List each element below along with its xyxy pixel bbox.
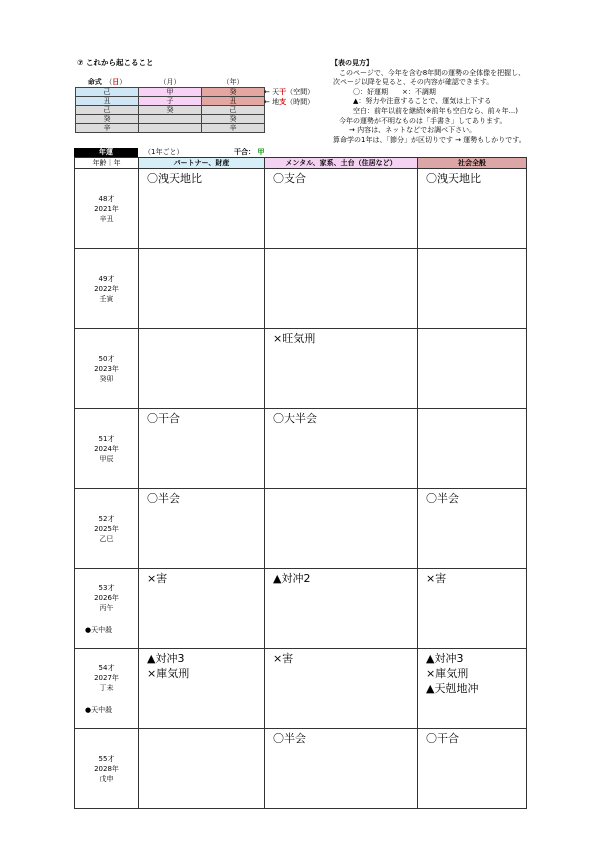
fortune-cell-c1 (139, 569, 265, 649)
nenun-unit: （1年ごと） (144, 148, 184, 156)
year-label (75, 569, 139, 649)
year-age: 52才 (98, 514, 115, 523)
year-age: 54才 (98, 663, 115, 672)
fortune-cell-c1 (139, 489, 265, 569)
year-year: 2026年 (94, 593, 119, 602)
fortune-entry: 〇洩天地比 (426, 172, 481, 185)
year-label (75, 169, 139, 249)
year-kanshi: 甲辰 (99, 454, 114, 463)
year-age: 53才 (98, 583, 115, 592)
fortune-entry: ×害 (273, 652, 294, 665)
year-row (75, 649, 527, 729)
meishiki-notes (264, 87, 314, 107)
fortune-entry: 〇半会 (147, 492, 180, 505)
meishiki-row-zokan-3: 辛 辛 (76, 124, 265, 133)
year-year: 2027年 (94, 673, 119, 682)
fortune-entry: ×庫気刑 (426, 667, 469, 680)
fortune-cell-c3 (418, 169, 527, 249)
year-year: 2023年 (94, 364, 119, 373)
note-chishi: ← 地支（時間） (264, 98, 315, 106)
section-title: ⑦ これから起こること (77, 58, 154, 67)
meishiki-header-month: （月） (159, 78, 181, 86)
year-row (75, 729, 527, 809)
year-age: 50才 (98, 354, 115, 363)
fortune-entry: 〇半会 (426, 492, 459, 505)
year-kanshi: 丁未 (99, 683, 114, 692)
year-row (75, 329, 527, 409)
year-age: 55才 (98, 754, 115, 763)
year-year: 2022年 (94, 284, 119, 293)
col-header-mental: メンタル、家系、土台（住居など） (265, 158, 418, 169)
fortune-cell-c3 (418, 249, 527, 329)
fortune-cell-c1 (139, 169, 265, 249)
year-age: 48才 (98, 194, 115, 203)
fortune-entry: 〇干合 (147, 412, 180, 425)
fortune-cell-c1 (139, 729, 265, 809)
year-age: 49才 (98, 274, 115, 283)
fortune-cell-c1 (139, 649, 265, 729)
fortune-cell-c2 (265, 249, 418, 329)
fortune-cell-c3 (418, 489, 527, 569)
year-label (75, 329, 139, 409)
fortune-entry: 〇半会 (273, 732, 306, 745)
fortune-entry: ×庫気刑 (147, 667, 190, 680)
note-tenkan: ← 天干（空間） (264, 88, 315, 96)
fortune-cell-c3 (418, 409, 527, 489)
year-kanshi: 壬寅 (99, 294, 114, 303)
legend (331, 59, 526, 145)
year-age: 51才 (98, 434, 115, 443)
meishiki-row-ten: 己 甲 癸 (76, 88, 265, 97)
fortune-entry: 〇大半会 (273, 412, 317, 425)
meishiki-header-year: （年） (222, 78, 244, 86)
year-kanshi: 乙巳 (99, 534, 114, 543)
fortune-grid (74, 157, 527, 809)
meishiki-header-day: 命式 （日） (87, 78, 127, 86)
fortune-cell-c1 (139, 409, 265, 489)
meishiki-table (75, 77, 265, 133)
fortune-entry: 〇支合 (273, 172, 306, 185)
year-label (75, 729, 139, 809)
legend-line: 空白：前年以前を継続(※前年も空白なら、前々年...) (353, 106, 519, 115)
tenchusatsu-label: ●天中殺 (85, 705, 113, 714)
meishiki-label: 命式 (87, 78, 102, 86)
year-row (75, 169, 527, 249)
meishiki-row-zokan-2: 癸 癸 (76, 115, 265, 124)
fortune-entry: ×害 (426, 572, 447, 585)
year-row (75, 489, 527, 569)
col-header-society: 社会全般 (418, 158, 527, 169)
fortune-cell-c3 (418, 329, 527, 409)
fortune-entry: ×旺気刑 (273, 332, 316, 345)
nenun-label: 年運 (74, 148, 138, 157)
legend-line: 今年の運勢が不明なものは「手書き」してあります。 (339, 116, 507, 125)
fortune-cell-c2 (265, 569, 418, 649)
kango: 干合： 甲 (234, 148, 265, 156)
year-kanshi: 丙午 (99, 603, 114, 612)
legend-heading: 【表の見方】 (331, 59, 373, 67)
year-label (75, 649, 139, 729)
fortune-entry: ▲対冲2 (273, 572, 311, 585)
year-label (75, 489, 139, 569)
legend-line: 算命学の1年は、「節分」が区切りです → 運勢もしかりです。 (333, 135, 526, 144)
year-row (75, 249, 527, 329)
fortune-cell-c3 (418, 649, 527, 729)
fortune-cell-c2 (265, 649, 418, 729)
year-year: 2025年 (94, 524, 119, 533)
year-year: 2024年 (94, 444, 119, 453)
year-kanshi: 辛丑 (99, 214, 114, 223)
year-row (75, 409, 527, 489)
legend-line: ▲：努力や注意することで、運気は上下する (353, 97, 492, 106)
fortune-entry: ▲対冲3 (147, 652, 185, 665)
fortune-entry: ▲対冲3 (426, 652, 464, 665)
fortune-cell-c3 (418, 729, 527, 809)
legend-line: → 内容は、ネットなどでお調べ下さい。 (349, 126, 477, 135)
meishiki-row-chi: 丑 子 丑 (76, 97, 265, 106)
year-year: 2028年 (94, 764, 119, 773)
age-year-header: 年齢｜年 (75, 158, 139, 169)
year-label (75, 409, 139, 489)
fortune-cell-c1 (139, 249, 265, 329)
year-label (75, 249, 139, 329)
fortune-cell-c2 (265, 169, 418, 249)
fortune-cell-c2 (265, 409, 418, 489)
legend-line: 次ページ以降を見ると、その内容が確認できます。 (333, 78, 494, 87)
meishiki-row-zokan-1: 己 癸 己 (76, 106, 265, 115)
year-kanshi: 癸卯 (99, 374, 114, 383)
fortune-cell-c2 (265, 729, 418, 809)
fortune-cell-c1 (139, 329, 265, 409)
tenchusatsu-label: ●天中殺 (85, 625, 113, 634)
kango-value: 甲 (257, 148, 265, 156)
year-row (75, 569, 527, 649)
fortune-cell-c2 (265, 329, 418, 409)
fortune-entry: 〇洩天地比 (147, 172, 202, 185)
year-kanshi: 戊申 (99, 774, 114, 783)
fortune-entry: ▲天剋地冲 (426, 682, 479, 695)
fortune-entry: 〇干合 (426, 732, 459, 745)
legend-line: 〇：好運期 ×：不調期 (353, 87, 436, 96)
grid-top-row (74, 148, 526, 157)
year-year: 2021年 (94, 204, 119, 213)
fortune-cell-c2 (265, 489, 418, 569)
col-header-partner: パートナー、財産 (139, 158, 265, 169)
fortune-entry: ×害 (147, 572, 168, 585)
fortune-cell-c3 (418, 569, 527, 649)
legend-line: このページで、今年を含む8年間の運勢の全体像を把握し、 (339, 68, 526, 77)
